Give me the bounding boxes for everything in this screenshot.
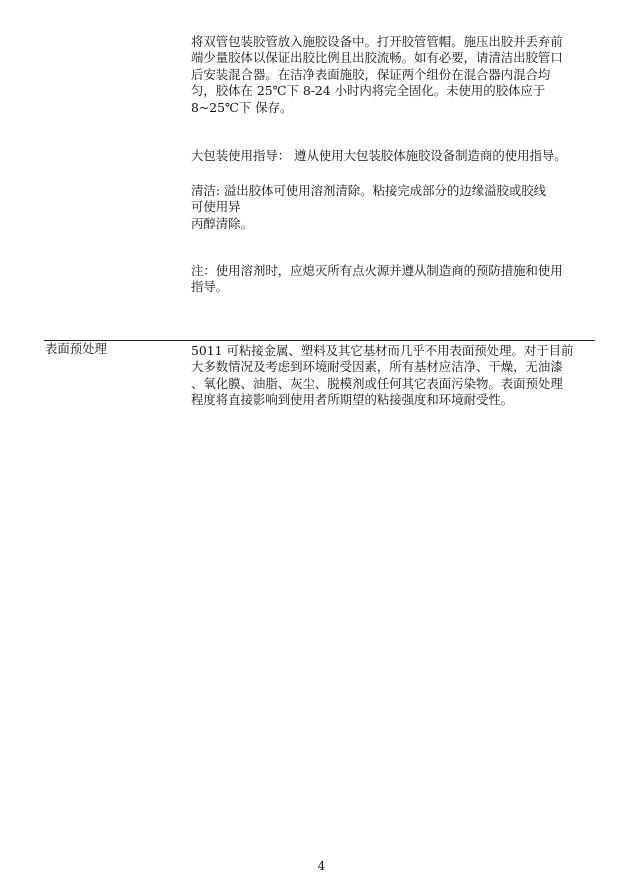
surface-preparation-heading: 表面预处理	[45, 341, 107, 356]
section-divider	[44, 340, 595, 341]
surface-preparation-paragraph: 5011 可粘接金属、塑料及其它基材而几乎不用表面预处理。对于目前 大多数情况及考虑到环境耐受因素，所有基材应洁净、干燥，无油漆 、氧化膜、油脂、灰尘、脱模剂或任何其它表面污染物。表面预处理 程度将直接影响到使用者所期望的粘接强度和环境耐受性。	[191, 343, 574, 408]
cleaning-paragraph: 清洁: 溢出胶体可使用溶剂清除。粘接完成部分的边缘溢胶或胶线 可使用异 丙醇清除。	[191, 183, 547, 231]
page-number: 4	[317, 859, 326, 873]
safety-note-paragraph: 注：使用溶剂时，应熄灭所有点火源并遵从制造商的预防措施和使用 指导。	[191, 263, 563, 295]
usage-instructions-paragraph: 将双管包装胶管放入施胶设备中。打开胶管管帽。施压出胶并丢弃前 端少量胶体以保证出胶比例且出胶流畅。如有必要，请清洁出胶管口 后安装混合器。在洁净表面施胶，保证两个组份在混合器内混合均 匀，胶体在 25℃下 8-24 小时内将完全固化。未使用的胶体应于 8~25℃下 保存。	[191, 34, 563, 115]
bulk-packaging-paragraph: 大包装使用指导： 遵从使用大包装胶体施胶设备制造商的使用指导。	[191, 148, 567, 163]
